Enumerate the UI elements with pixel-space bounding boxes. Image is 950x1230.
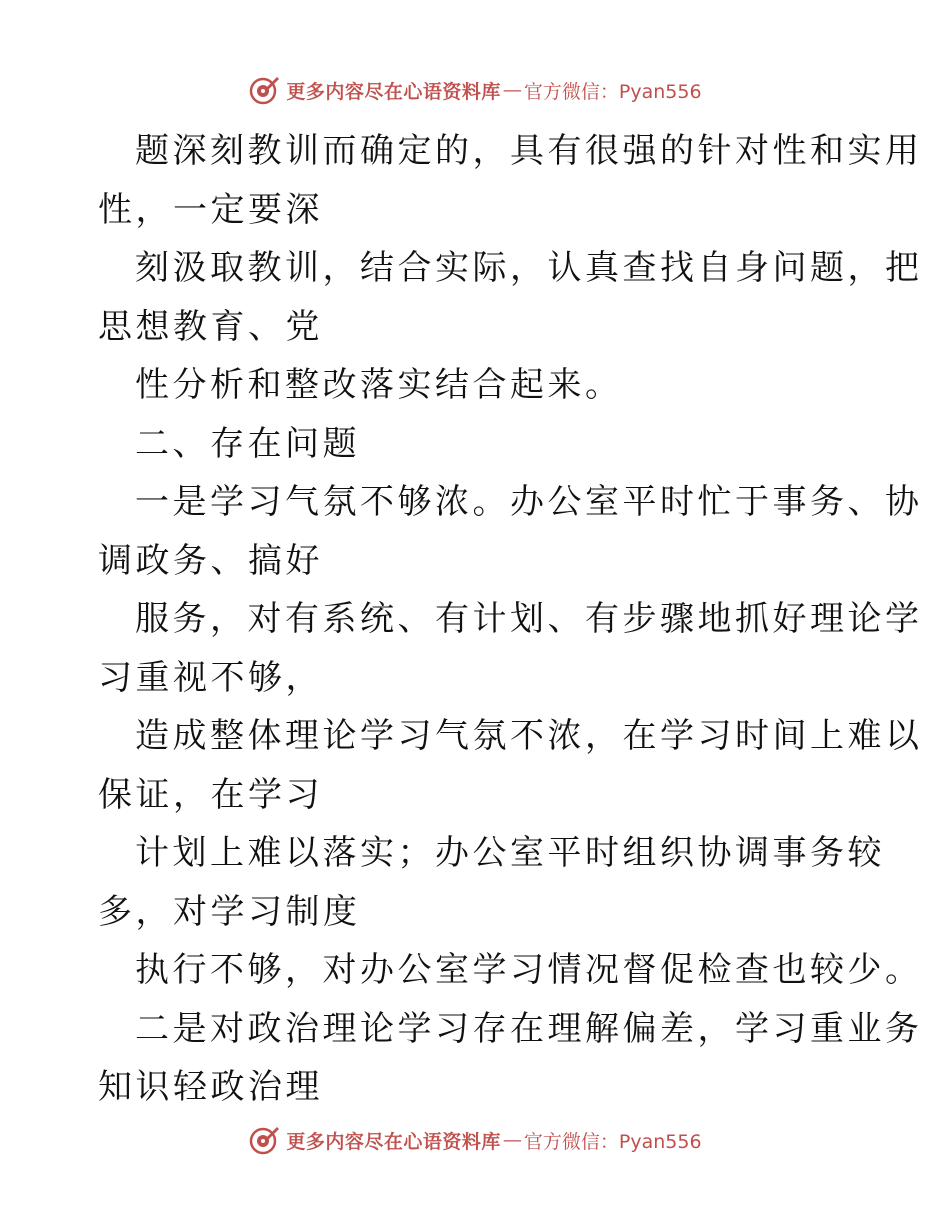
header-banner bbox=[0, 70, 950, 110]
body-line: 一是学习气氛不够浓。办公室平时忙于事务、协 bbox=[135, 482, 923, 522]
section-heading: 二、存在问题 bbox=[135, 423, 360, 464]
body-line: 造成整体理论学习气氛不浓，在学习时间上难以 bbox=[135, 716, 923, 756]
header-site-text: 更多内容尽在心语资料库 bbox=[286, 80, 501, 103]
body-line: 思想教育、党 bbox=[98, 306, 323, 347]
pen-logo-icon bbox=[248, 1124, 280, 1156]
body-line: 习重视不够， bbox=[98, 657, 323, 698]
body-line: 计划上难以落实；办公室平时组织协调事务较 bbox=[135, 833, 885, 873]
body-line: 刻汲取教训，结合实际，认真查找自身问题，把 bbox=[135, 248, 923, 288]
pen-logo-icon bbox=[248, 74, 280, 106]
footer-wechat-text: 官方微信：Pyan556 bbox=[523, 1130, 702, 1153]
body-line: 执行不够，对办公室学习情况督促检查也较少。 bbox=[135, 950, 923, 990]
body-line: 题深刻教训而确定的，具有很强的针对性和实用 bbox=[135, 131, 923, 171]
document-body bbox=[98, 122, 923, 1117]
footer-banner bbox=[0, 1120, 950, 1160]
body-line: 调政务、搞好 bbox=[98, 540, 323, 581]
body-line: 二是对政治理论学习存在理解偏差，学习重业务 bbox=[135, 1008, 923, 1049]
body-line: 知识轻政治理 bbox=[98, 1067, 323, 1107]
body-line: 多，对学习制度 bbox=[98, 891, 361, 932]
body-line: 保证，在学习 bbox=[98, 774, 323, 815]
body-line: 性分析和整改落实结合起来。 bbox=[135, 365, 623, 405]
body-line: 服务，对有系统、有计划、有步骤地抓好理论学 bbox=[135, 599, 923, 639]
header-separator: — bbox=[502, 79, 522, 101]
footer-site-text: 更多内容尽在心语资料库 bbox=[286, 1130, 501, 1153]
body-line: 性，一定要深 bbox=[98, 189, 323, 230]
footer-separator: — bbox=[502, 1129, 522, 1151]
header-wechat-text: 官方微信：Pyan556 bbox=[523, 80, 702, 103]
